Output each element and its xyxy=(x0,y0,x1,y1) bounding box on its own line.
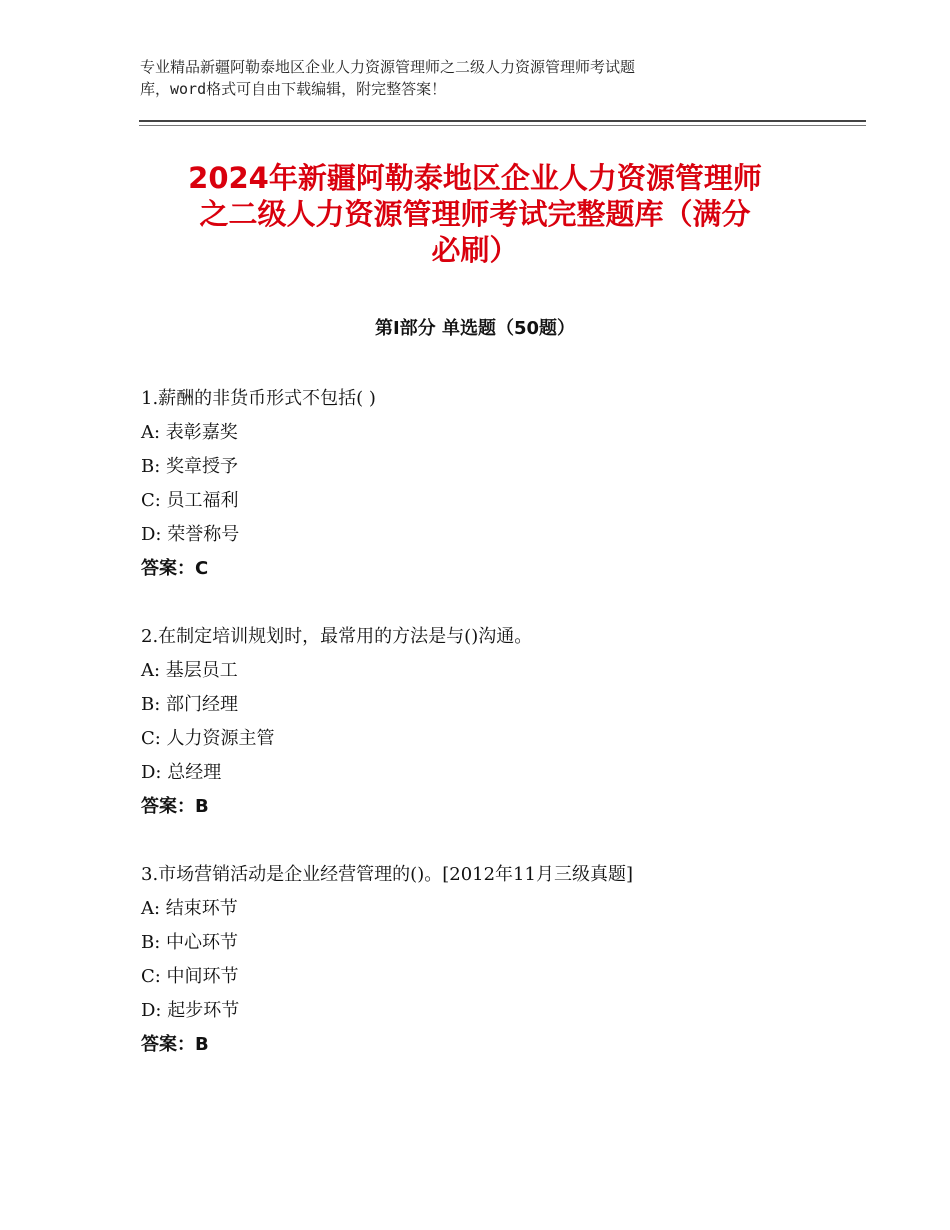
document-title-line-2: 之二级人力资源管理师考试完整题库（满分 xyxy=(199,197,751,231)
option-c: C: 中间环节 xyxy=(141,966,239,987)
option-d: D: 荣誉称号 xyxy=(141,524,240,545)
header-divider-thick xyxy=(139,120,866,122)
header-note xyxy=(140,56,800,100)
option-c: C: 员工福利 xyxy=(141,490,239,511)
answer: 答案：B xyxy=(141,796,209,817)
answer: 答案：C xyxy=(141,558,209,579)
header-note-line-1: 专业精品新疆阿勒泰地区企业人力资源管理师之二级人力资源管理师考试题 xyxy=(140,58,636,76)
option-a: A: 结束环节 xyxy=(141,898,238,919)
document-title-line-3: 必刷） xyxy=(431,233,519,267)
header-note-line-2: 库，word格式可自由下载编辑，附完整答案！ xyxy=(140,80,447,98)
option-d: D: 总经理 xyxy=(141,762,222,783)
option-d: D: 起步环节 xyxy=(141,1000,240,1021)
option-a: A: 表彰嘉奖 xyxy=(141,422,238,443)
question-1 xyxy=(141,382,841,586)
answer: 答案：B xyxy=(141,1034,209,1055)
document-title-line-1: 2024年新疆阿勒泰地区企业人力资源管理师 xyxy=(188,161,762,195)
question-stem: 2.在制定培训规划时，最常用的方法是与()沟通。 xyxy=(141,626,533,647)
question-stem: 1.薪酬的非货币形式不包括( ) xyxy=(141,388,376,409)
option-a: A: 基层员工 xyxy=(141,660,238,681)
header-divider-thin xyxy=(139,125,866,126)
question-stem: 3.市场营销活动是企业经营管理的()。[2012年11月三级真题] xyxy=(141,864,633,885)
option-b: B: 中心环节 xyxy=(141,932,239,953)
document-title xyxy=(120,160,830,268)
question-2 xyxy=(141,620,841,824)
option-b: B: 部门经理 xyxy=(141,694,239,715)
question-3 xyxy=(141,858,841,1062)
option-c: C: 人力资源主管 xyxy=(141,728,275,749)
question-list xyxy=(141,382,841,1096)
section-heading: 第Ⅰ部分 单选题（50题） xyxy=(374,318,575,339)
option-b: B: 奖章授予 xyxy=(141,456,239,477)
